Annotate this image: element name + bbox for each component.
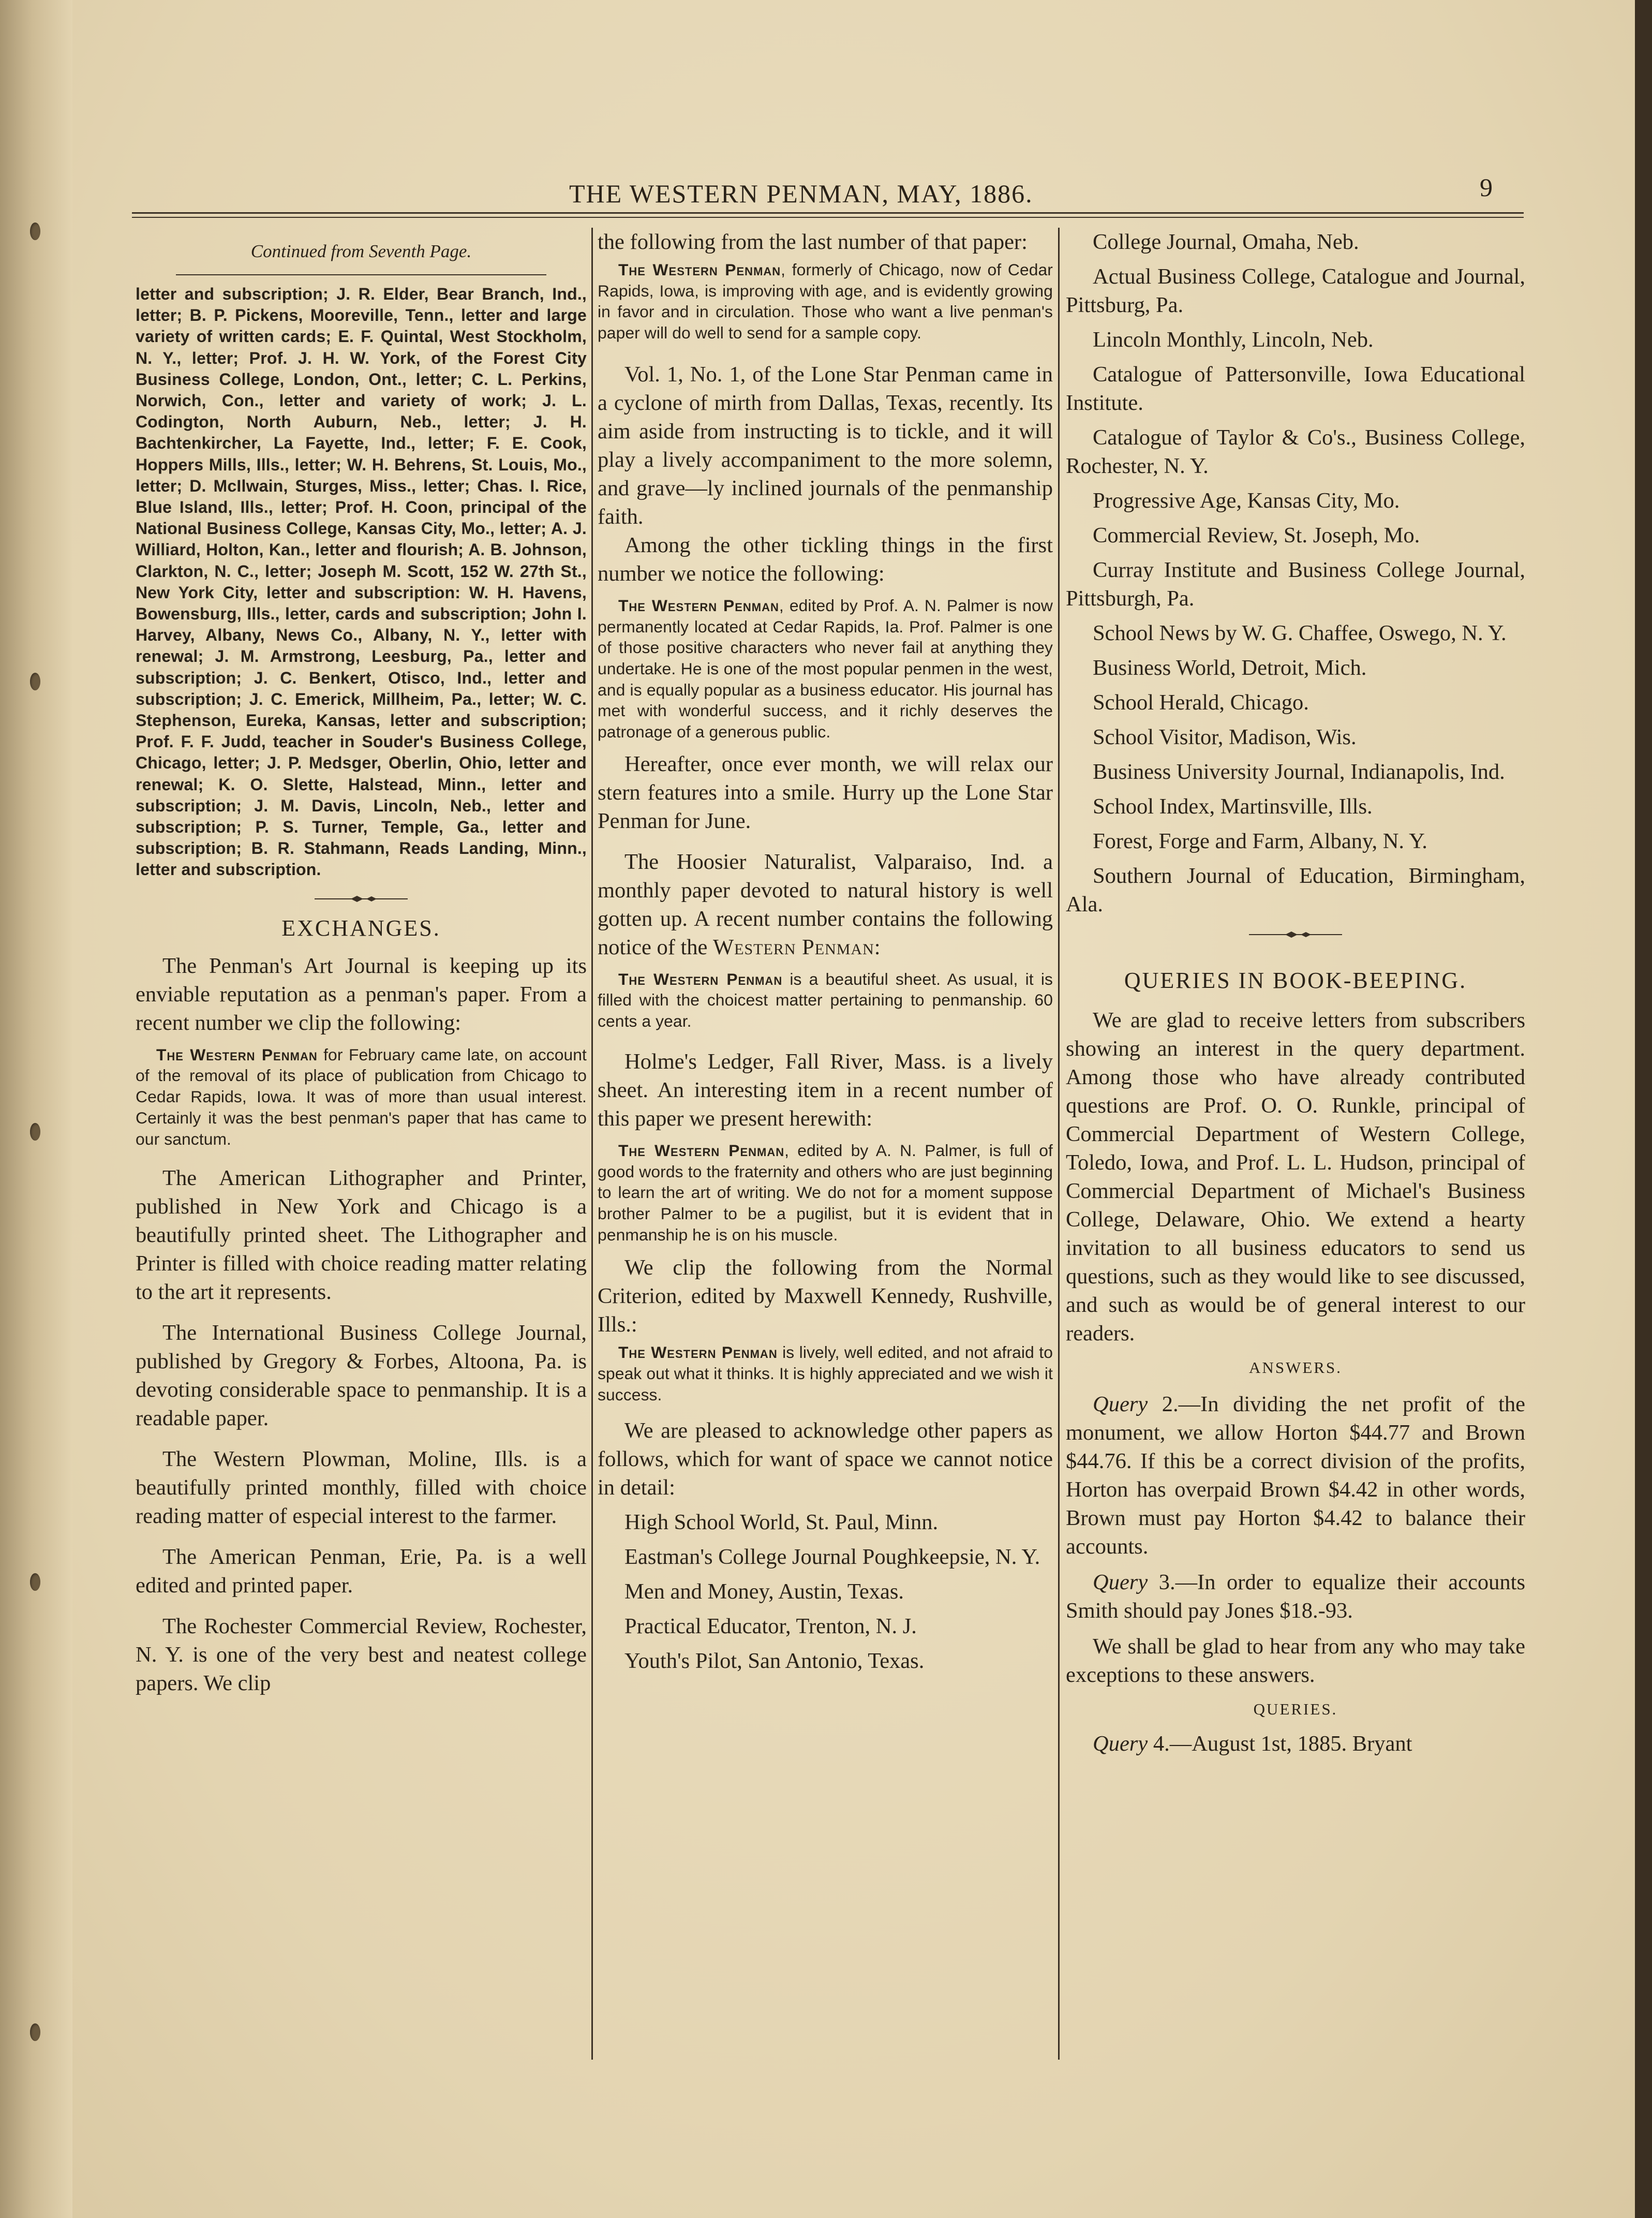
list-item: Southern Journal of Education, Birmingham, Ala. [1066,864,1525,916]
list-item: Catalogue of Pattersonville, Iowa Educational Institute. [1066,362,1525,415]
clip-lead: The Western Penman [618,1141,785,1160]
paragraph [598,848,1053,962]
clipping [136,1044,587,1150]
paragraph: The American Penman, Erie, Pa. is a well edited and printed paper. [136,1545,587,1598]
list-item: Business World, Detroit, Mich. [1093,656,1367,680]
query-text: 2.—In dividing the net profit of the monument, we allow Horton $44.77 and Brown $44.76. If this be a correct division of the profits, Horton has overpaid Brown $4.42 in other words, Brown must pay Horton $4.42 to balance their accounts. [1066,1392,1525,1559]
clipping [598,1140,1053,1246]
text-run: Western Penman [713,935,874,959]
page-number: 9 [1480,173,1493,202]
clipping [598,969,1053,1032]
list-item: School Index, Martinsville, Ills. [1093,794,1373,819]
list-item: Business University Journal, Indianapolis, Ind. [1093,760,1505,784]
paragraph: We are pleased to acknowledge other papers as follows, which for want of space we cannot notice in detail: [598,1418,1053,1500]
clip-text: , edited by Prof. A. N. Palmer is now permanently located at Cedar Rapids, Ia. Prof. Palmer is one of those positive characters who never fail at anything they undertake. He is one of the most popular penmen in the west, and is equally popular as a business educator. His journal has met with wonderful success, and it richly deserves the patronage of a generous public. [598,596,1053,742]
list-item: Youth's Pilot, San Antonio, Texas. [624,1649,925,1674]
paragraph [1066,1729,1525,1758]
clip-lead: The Western Penman [618,260,781,279]
query-label: Query [1093,1732,1148,1756]
binding-stitch [30,1573,40,1591]
continued-note: Continued from Seventh Page. [250,241,472,261]
paragraph: We are glad to receive letters from subscribers showing an interest in the query department. Among those who have already contributed questions are Prof. O. O. Runkle, principal of Commercial Department of Western College, Toledo, Iowa, and Prof. L. L. Hudson, principal of Commercial Department of Michael's Business College, Delaware, Ohio. We extend a hearty invitation to all business educators to send us questions, such as they would like to see discussed, and such as would be of general interest to our readers. [1066,1008,1525,1345]
ornament-icon [309,893,413,905]
header-rule [132,212,1524,218]
paragraph: The Western Plowman, Moline, Ills. is a beautifully printed monthly, filled with choice reading matter of especial interest to the farmer. [136,1447,587,1529]
list-item: Catalogue of Taylor & Co's., Business College, Rochester, N. Y. [1066,425,1525,478]
paragraph [1066,1390,1525,1561]
binding-stitch [30,2023,40,2041]
clipping [598,1342,1053,1405]
subheading-answers: ANSWERS. [1249,1358,1342,1377]
column-left [136,228,587,2060]
paragraph: The Penman's Art Journal is keeping up its enviable reputation as a penman's paper. From a recent number we clip the following: [136,953,587,1035]
clip-lead: The Western Penman [156,1045,318,1064]
text-run: : [874,935,881,959]
paragraph: We clip the following from the Normal Criterion, edited by Maxwell Kennedy, Rushville, Ills.: [598,1255,1053,1337]
list-item: Men and Money, Austin, Texas. [624,1579,904,1604]
clip-text: , edited by A. N. Palmer, is full of good words to the fraternity and others who are just beginning to learn the art of writing. We do not for a moment suppose brother Palmer to be a pugilist, but it is evident that in penmanship he is on his muscle. [598,1141,1053,1244]
binding-gutter [0,0,72,2218]
paragraph: Vol. 1, No. 1, of the Lone Star Penman came in a cyclone of mirth from Dallas, Texas, recently. Its aim aside from instructing is to tickle, and it will play a lively accompaniment to the more solemn, and grave—ly inclined journals of the penmanship faith. [598,362,1053,529]
paragraph [1066,1568,1525,1625]
section-heading-queries: QUERIES IN BOOK-BEEPING. [1124,968,1467,993]
list-item: Eastman's College Journal Poughkeepsie, N. Y. [624,1545,1040,1570]
text-run: The Hoosier Naturalist, Valparaiso, Ind. a monthly paper devoted to natural history is well gotten up. A recent number contains the following notice of the [598,849,1053,959]
clip-text: is a beautiful sheet. As usual, it is filled with the choicest matter pertaining to penmanship. 60 cents a year. [598,969,1053,1031]
clipping [598,595,1053,743]
paragraph: Among the other tickling things in the first number we notice the following: [598,533,1053,586]
query-label: Query [1093,1570,1148,1594]
binding-stitch [30,223,40,240]
column-middle [598,228,1053,2060]
section-heading-exchanges: EXCHANGES. [281,915,441,941]
clip-lead: The Western Penman [618,596,779,615]
query-label: Query [1093,1392,1148,1416]
list-item: Actual Business College, Catalogue and Journal, Pittsburg, Pa. [1066,264,1525,317]
clip-text: for February came late, on account of the removal of its place of publication from Chicago to Cedar Rapids, Iowa. It was of more than usual interest. Certainly it was the best penman's paper that has came to our sanctum. [136,1045,587,1148]
exchange-list [598,1508,1053,1675]
list-item: High School World, St. Paul, Minn. [624,1510,939,1535]
paragraph: Hereafter, once ever month, we will relax our stern features into a smile. Hurry up the Lone Star Penman for June. [598,751,1053,833]
clip-lead: The Western Penman [618,1343,778,1362]
column-right [1066,228,1525,2060]
clip-lead: The Western Penman [618,969,783,988]
binding-stitch [30,1123,40,1141]
list-item: College Journal, Omaha, Neb. [1093,230,1359,254]
column-rule [1058,228,1060,2060]
paragraph: The International Business College Journal, published by Gregory & Forbes, Altoona, Pa. is devoting considerable space to penmanship. It is a readable paper. [136,1321,587,1431]
list-item: School Visitor, Madison, Wis. [1093,725,1357,749]
clip-text: is lively, well edited, and not afraid to speak out what it thinks. It is highly appreciated and we wish it success. [598,1343,1053,1404]
binding-stitch [30,673,40,690]
letters-received-list: letter and subscription; J. R. Elder, Bear Branch, Ind., letter; B. P. Pickens, Mooreville, Tenn., letter and large variety of written cards; E. F. Quintal, West Stockholm, N. Y., letter; Prof. J. H. W. York, of the Forest City Business College, London, Ont., letter; C. L. Perkins, Norwich, Con., letter and variety of work; J. L. Codington, North Auburn, Neb., letter; J. H. Bachtenkircher, La Fayette, Ind., letter; F. E. Cook, Hoppers Mills, Ills., letter; W. H. Behrens, St. Louis, Mo., letter; D. McIlwain, Sturges, Miss., letter; Chas. I. Rice, Blue Island, Ills., letter; Prof. H. Coon, principal of the National Business College, Kansas City, Mo., letter; A. J. Williard, Holton, Kan., letter and flourish; A. B. Johnson, Clarkton, N. C., letter; Joseph M. Scott, 152 W. 27th St., New York City, letter and subscription: W. H. Havens, Bowensburg, Ills., letter, cards and subscription; John I. Harvey, Albany, News Co., Albany, N. Y., letter with renewal; J. M. Armstrong, Leesburg, Pa., letter and subscription; J. C. Benkert, Otisco, Ind., letter and subscription; J. C. Emerick, Millheim, Pa., letter; W. C. Stephenson, Eureka, Kansas, letter and subscription; Prof. F. F. Judd, teacher in Souder's Business College, Chicago, letter; J. P. Medsger, Oberlin, Ohio, letter and renewal; K. O. Slette, Halstead, Minn., letter and subscription; J. M. Davis, Lincoln, Neb., letter and subscription; P. S. Turner, Temple, Ga., letter and subscription; B. R. Stahmann, Reads Landing, Minn., letter and subscription. [136,285,587,879]
query-text: 4.—August 1st, 1885. Bryant [1148,1732,1412,1756]
running-head: THE WESTERN PENMAN, MAY, 1886. [569,179,1033,208]
list-item: School Herald, Chicago. [1093,690,1309,715]
list-item: Progressive Age, Kansas City, Mo. [1093,489,1400,513]
paragraph: We shall be glad to hear from any who may take exceptions to these answers. [1066,1634,1525,1687]
list-item: Lincoln Monthly, Lincoln, Neb. [1093,328,1374,352]
paragraph: Holme's Ledger, Fall River, Mass. is a lively sheet. An interesting item in a recent number of this paper we present herewith: [598,1049,1053,1131]
list-item: Practical Educator, Trenton, N. J. [624,1614,917,1639]
list-item: Commercial Review, St. Joseph, Mo. [1093,523,1420,548]
column-rule [591,228,593,2060]
paragraph: The American Lithographer and Printer, published in New York and Chicago is a beautifully printed sheet. The Lithographer and Printer is filled with choice reading matter relating to the art it represents. [136,1166,587,1305]
clip-text: , formerly of Chicago, now of Cedar Rapids, Iowa, is improving with age, and is evidently growing in favor and in circulation. Those who want a live penman's paper will do well to send for a sample copy. [598,260,1053,343]
page-edge [1635,0,1652,2218]
list-item: Forest, Forge and Farm, Albany, N. Y. [1093,829,1427,853]
list-item: Curray Institute and Business College Journal, Pittsburgh, Pa. [1066,558,1525,611]
clipping [598,259,1053,344]
paragraph: The Rochester Commercial Review, Rochester, N. Y. is one of the very best and neatest college papers. We clip [136,1614,587,1696]
ornament-icon [1244,929,1347,940]
query-text: 3.—In order to equalize their accounts Smith should pay Jones $18.-93. [1066,1570,1525,1623]
list-item: School News by W. G. Chaffee, Oswego, N. Y. [1093,621,1507,645]
subheading-queries: QUERIES. [1253,1700,1338,1718]
paragraph: the following from the last number of that paper: [598,230,1028,254]
exchange-list [1066,228,1525,919]
